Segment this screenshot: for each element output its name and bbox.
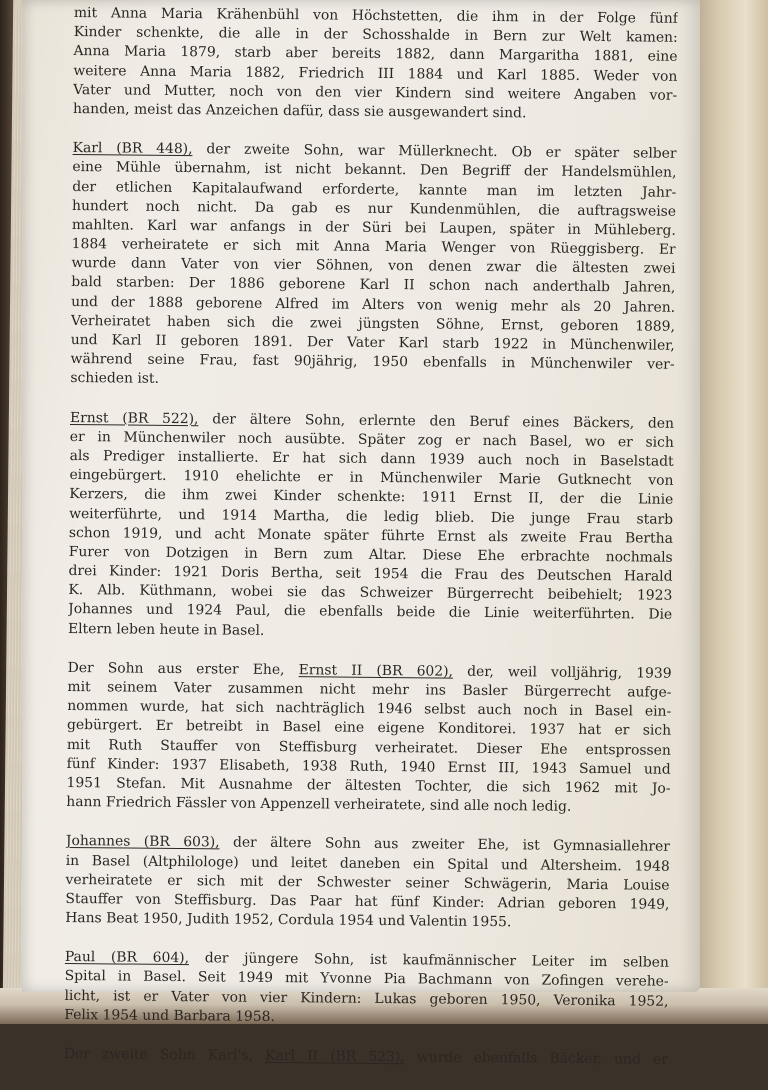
text-segment: licht, ist er Vater von vier Kindern: Lukas geboren 1950, Veronika 1952, (64, 987, 669, 1010)
paragraph (73, 4, 678, 125)
text-segment: Hans Beat 1950, Judith 1952, Cordula 1954 und Valentin 1955. (65, 910, 512, 931)
underlined-name: Johannes (BR 603), (65, 833, 220, 851)
text-segment: der jüngere Sohn, ist kaufmännischer Leiter im selben (188, 950, 669, 972)
paragraph (70, 139, 676, 394)
text-segment: wurde dann Vater von vier Söhnen, von denen zwar die ältesten zwei (71, 255, 676, 278)
text-segment: Kinder schenkte, die alle in der Schosshalde in Bern zur Welt kamen: (73, 24, 678, 46)
text-segment: mit Anna Maria Krähenbühl von Höchstetten, die ihm in der Folge fünf (73, 4, 678, 27)
text-segment: Eltern leben heute in Basel. (67, 620, 265, 639)
text-segment: mit seinem Vater zusammen nicht mehr ins Basler Bürgerrecht aufge- (67, 678, 672, 701)
text-segment: Kerzers, die ihm zwei Kinder schenkte: 1911 Ernst II, der die Linie (69, 486, 674, 509)
text-segment: K. Alb. Küthmann, wobei sie das Schweizer Bürgerrecht beibehielt; 1923 (68, 582, 673, 605)
underlined-name: Karl II (BR 523), (265, 1047, 405, 1066)
underlined-name: Karl (BR 448), (72, 140, 193, 158)
text-segment: schieden ist. (70, 370, 160, 388)
text-segment: Anna Maria 1879, starb aber bereits 1882, dann Margaritha 1881, eine (73, 43, 678, 66)
text-segment: mahlten. Karl war anfangs in der Süri bei Laupen, später in Mühleberg. (71, 216, 676, 239)
text-segment: Der Sohn aus erster Ehe, (67, 659, 299, 678)
text-line (64, 1045, 668, 1070)
text-segment: verheiratete er sich mit der Schwester seiner Schwägerin, Maria Louise (65, 871, 670, 894)
text-segment: weitere Anna Maria 1882, Friedrich III 1884 und Karl 1885. Weder von (73, 62, 678, 85)
text-segment: Der zweite Sohn Karl's, (63, 1045, 266, 1064)
text-segment: hann Friedrich Fässler von Appenzell verheiratete, sind alle noch ledig. (66, 794, 572, 815)
paragraph (64, 948, 669, 1031)
paragraph (68, 409, 674, 645)
text-segment: fünf Kinder: 1937 Elisabeth, 1938 Ruth, 1940 Ernst III, 1943 Samuel und (66, 755, 671, 778)
text-segment: hundert noch nicht. Da gab es nur Kundenmühlen, die auftragsweise (71, 197, 677, 220)
book-right-edge (694, 0, 768, 1024)
text-segment: Verheiratet haben sich die zwei jüngsten Söhne, Ernst, geboren 1889, (70, 312, 676, 335)
underlined-name: Paul (BR 604), (64, 949, 190, 967)
text-segment: weiterführte, und 1914 Martha, die ledig blieb. Die junge Frau starb (69, 505, 674, 528)
text-segment: Spital in Basel. Seit 1949 mit Yvonne Pia Bachmann von Zofingen verehe- (64, 968, 669, 991)
text-segment: wurde ebenfalls Bäcker, und er (404, 1049, 668, 1068)
text-segment: Furer von Dotzigen in Bern zum Altar. Diese Ehe erbrachte nochmals (68, 543, 673, 566)
text-segment: Johannes und 1924 Paul, die ebenfalls beide die Linie weiterführten. Die (68, 601, 673, 624)
text-segment: er in Münchenwiler noch ausübte. Später zog er nach Basel, wo er sich (69, 428, 674, 451)
text-segment: der ältere Sohn aus zweiter Ehe, ist Gymnasiallehrer (219, 834, 671, 856)
paragraph (64, 1045, 668, 1070)
text-segment: der ältere Sohn, erlernte den Beruf eines Bäckers, den (198, 410, 675, 432)
paragraph (66, 659, 671, 818)
underlined-name: Ernst (BR 522), (69, 409, 199, 427)
text-segment: eingebürgert. 1910 ehelichte er in Münchenwiler Marie Gutknecht von (69, 467, 674, 489)
text-segment: gebürgert. Er betreibt in Basel eine eigene Konditorei. 1937 hat er sich (66, 717, 672, 740)
text-segment: der zweite Sohn, war Müllerknecht. Ob er später selber (192, 141, 677, 162)
text-segment: 1951 Stefan. Mit Ausnahme der ältesten Tochter, die sich 1962 mit Jo- (66, 774, 671, 797)
text-segment: Felix 1954 und Barbara 1958. (64, 1006, 275, 1025)
text-segment: Vater und Mutter, noch von den vier Kindern sind weitere Angaben vor- (73, 81, 678, 104)
text-segment: und der 1888 geborene Alfred im Alters von wenig mehr als 20 Jahren. (71, 293, 676, 316)
text-segment: als Prediger installierte. Er hat sich dann 1939 auch noch in Baselstadt (69, 447, 674, 470)
paragraph (65, 832, 670, 934)
text-segment: der, weil volljährig, 1939 (452, 663, 672, 682)
text-segment: mit Ruth Stauffer von Steffisburg verheiratet. Dieser Ehe entsprossen (66, 736, 671, 759)
text-segment: nommen wurde, hat sich nachträglich 1946 selbst auch noch in Basel ein- (67, 698, 672, 720)
text-segment: Stauffer von Steffisburg. Das Paar hat fünf Kinder: Adrian geboren 1949, (65, 890, 670, 913)
underlined-name: Ernst II (BR 602), (298, 662, 454, 680)
text-segment: während seine Frau, fast 90jährig, 1950 ebenfalls in Münchenwiler ver- (70, 351, 675, 373)
text-segment: drei Kinder: 1921 Doris Bertha, seit 1954 die Frau des Deutschen Harald (68, 563, 673, 585)
page-text (64, 4, 678, 1090)
text-segment: handen, meist das Anzeichen dafür, dass sie ausgewandert sind. (72, 100, 527, 122)
text-segment: bald starben: Der 1886 geborene Karl II schon nach anderthalb Jahren, (71, 274, 676, 297)
book-page (22, 0, 700, 1068)
text-segment: der etlichen Kapitalaufwand erforderte, kannte man im letzten Jahr- (72, 178, 677, 201)
text-segment: in Basel (Altphilologe) und leitet daneben ein Spital und Altersheim. 1948 (65, 852, 670, 875)
text-segment: schon 1919, und acht Monate später führte Ernst als zweite Frau Bertha (68, 524, 673, 547)
text-segment: 1884 verheiratete er sich mit Anna Maria Wenger von Rüeggisberg. Er (71, 236, 676, 258)
text-segment: und Karl II geboren 1891. Der Vater Karl starb 1922 in Münchenwiler, (70, 331, 675, 354)
text-segment: eine Mühle übernahm, ist nicht bekannt. Den Begriff der Handelsmühlen, (72, 159, 677, 182)
